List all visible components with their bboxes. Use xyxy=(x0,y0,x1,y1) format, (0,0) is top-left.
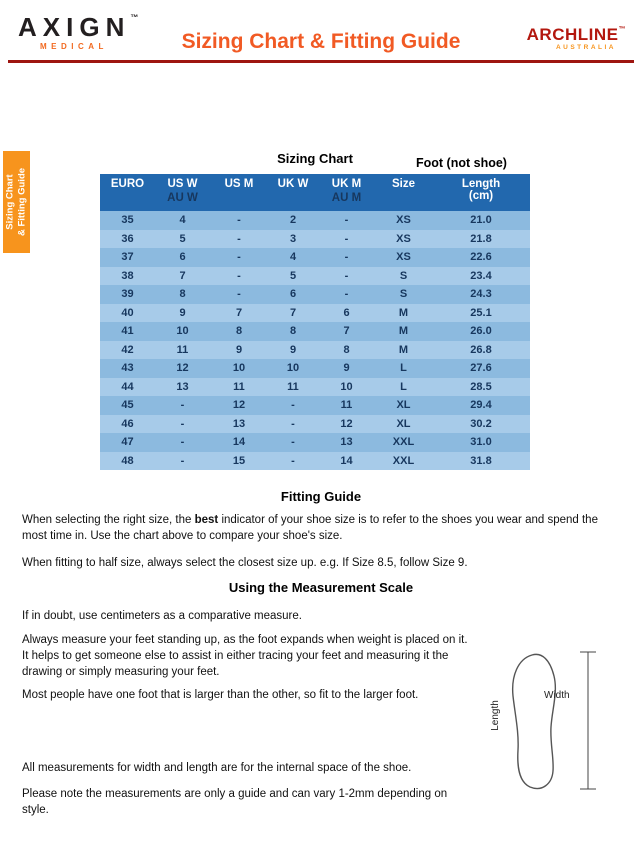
table-cell: XS xyxy=(375,230,432,249)
table-row xyxy=(100,211,530,230)
table-cell: 14 xyxy=(318,452,375,471)
axign-medical-label: MEDICAL xyxy=(40,42,108,51)
column-header-label: Size xyxy=(391,178,415,190)
table-cell: 25.1 xyxy=(432,304,530,323)
column-header-length xyxy=(432,174,530,211)
sizing-table-header xyxy=(100,174,530,211)
table-cell: 14 xyxy=(210,433,268,452)
table-cell: 6 xyxy=(155,248,210,267)
table-cell: 46 xyxy=(100,415,155,434)
table-cell: 24.3 xyxy=(432,285,530,304)
table-cell: 30.2 xyxy=(432,415,530,434)
fitting-guide-para-2: When fitting to half size, always select the closest size up. e.g. If Size 8.5, follow Size 9. xyxy=(22,557,468,569)
table-row xyxy=(100,341,530,360)
table-cell: 29.4 xyxy=(432,396,530,415)
table-cell: S xyxy=(375,267,432,286)
table-cell: - xyxy=(268,415,318,434)
table-row xyxy=(100,415,530,434)
table-cell: 35 xyxy=(100,211,155,230)
column-header-label: EURO xyxy=(110,178,145,190)
column-header-label: US W xyxy=(167,178,198,190)
table-cell: 10 xyxy=(155,322,210,341)
table-cell: 11 xyxy=(268,378,318,397)
side-tab-label-line2: & Fitting Guide xyxy=(16,167,28,237)
column-subheader-label: AU M xyxy=(331,192,362,204)
table-cell: 11 xyxy=(155,341,210,360)
sizing-table-grid xyxy=(100,174,530,470)
para-bold-text: best xyxy=(194,514,219,526)
table-cell: M xyxy=(375,304,432,323)
column-header-size xyxy=(375,174,432,211)
table-cell: 23.4 xyxy=(432,267,530,286)
table-cell: - xyxy=(155,433,210,452)
table-row xyxy=(100,452,530,471)
table-cell: - xyxy=(318,267,375,286)
trademark-symbol: ™ xyxy=(618,26,626,33)
table-row xyxy=(100,230,530,249)
table-cell: 36 xyxy=(100,230,155,249)
measurement-title: Using the Measurement Scale xyxy=(228,580,414,595)
length-label: Length xyxy=(489,700,501,731)
fitting-guide-para-1 xyxy=(22,512,626,544)
table-row xyxy=(100,378,530,397)
table-cell: XS xyxy=(375,248,432,267)
fitting-guide-title: Fitting Guide xyxy=(280,489,362,504)
table-cell: 7 xyxy=(318,322,375,341)
table-cell: 7 xyxy=(155,267,210,286)
para-text: When selecting the right size, the xyxy=(22,514,195,526)
table-cell: 4 xyxy=(155,211,210,230)
table-cell: 9 xyxy=(318,359,375,378)
axign-logo-text: AXIGN xyxy=(18,12,131,42)
table-cell: - xyxy=(210,230,268,249)
trademark-symbol: ™ xyxy=(130,13,139,22)
table-cell: 10 xyxy=(210,359,268,378)
table-row xyxy=(100,359,530,378)
table-cell: 26.0 xyxy=(432,322,530,341)
table-cell: L xyxy=(375,359,432,378)
column-header-label: UK W xyxy=(277,178,309,190)
column-header-uk-m xyxy=(318,174,375,211)
table-cell: 45 xyxy=(100,396,155,415)
table-cell: XL xyxy=(375,415,432,434)
table-cell: - xyxy=(318,248,375,267)
table-row xyxy=(100,285,530,304)
measurement-para-3: Most people have one foot that is larger than the other, so fit to the larger foot. xyxy=(22,689,419,701)
table-row xyxy=(100,433,530,452)
table-row xyxy=(100,304,530,323)
table-cell: 27.6 xyxy=(432,359,530,378)
table-cell: 43 xyxy=(100,359,155,378)
table-cell: M xyxy=(375,341,432,360)
table-cell: 9 xyxy=(268,341,318,360)
table-cell: 15 xyxy=(210,452,268,471)
measurement-para-2: Always measure your feet standing up, as the foot expands when weight is placed on it. It helps to get someone else to assist in either tracing your feet and measuring it the drawing or simply measuring your feet. xyxy=(22,634,468,679)
table-cell: XS xyxy=(375,211,432,230)
table-cell: 3 xyxy=(268,230,318,249)
table-cell: 37 xyxy=(100,248,155,267)
side-tab xyxy=(3,151,30,253)
measurement-para-5: Please note the measurements are only a guide and can vary 1-2mm depending on style. xyxy=(22,788,448,817)
page-title: Sizing Chart & Fitting Guide xyxy=(181,30,461,53)
table-row xyxy=(100,267,530,286)
sizing-table-body xyxy=(100,211,530,470)
table-cell: XXL xyxy=(375,433,432,452)
table-cell: - xyxy=(210,285,268,304)
column-subheader-label: AU W xyxy=(167,192,198,204)
para-text: indicator of your shoe size is to refer to the shoes you wear and spend the most time in. Use the chart above to compare your shoe's size. xyxy=(22,514,598,543)
column-header-us-w xyxy=(155,174,210,211)
table-cell: 44 xyxy=(100,378,155,397)
table-cell: 7 xyxy=(268,304,318,323)
table-cell: 13 xyxy=(210,415,268,434)
sizing-chart-title: Sizing Chart xyxy=(277,151,353,166)
archline-logo-text: ARCHLINE xyxy=(526,25,619,44)
table-cell: 11 xyxy=(210,378,268,397)
side-tab-label xyxy=(4,147,29,257)
table-cell: 26.8 xyxy=(432,341,530,360)
table-cell: - xyxy=(155,396,210,415)
table-row xyxy=(100,322,530,341)
table-cell: 39 xyxy=(100,285,155,304)
archline-logo xyxy=(527,26,626,51)
foot-not-shoe-label: Foot (not shoe) xyxy=(416,156,507,170)
table-cell: 21.8 xyxy=(432,230,530,249)
table-cell: 47 xyxy=(100,433,155,452)
table-cell: 8 xyxy=(318,341,375,360)
table-cell: 12 xyxy=(155,359,210,378)
table-cell: - xyxy=(318,285,375,304)
table-cell: 31.0 xyxy=(432,433,530,452)
measurement-para-1: If in doubt, use centimeters as a comparative measure. xyxy=(22,610,302,622)
table-row xyxy=(100,396,530,415)
table-cell: 22.6 xyxy=(432,248,530,267)
column-header-label: (cm) xyxy=(468,190,494,202)
table-cell: 4 xyxy=(268,248,318,267)
table-cell: M xyxy=(375,322,432,341)
archline-australia-label: AUSTRALIA xyxy=(555,44,616,51)
table-cell: - xyxy=(155,452,210,471)
table-cell: - xyxy=(155,415,210,434)
table-cell: - xyxy=(268,452,318,471)
table-cell: L xyxy=(375,378,432,397)
table-cell: S xyxy=(375,285,432,304)
table-cell: - xyxy=(318,211,375,230)
table-cell: 10 xyxy=(268,359,318,378)
table-cell: - xyxy=(210,248,268,267)
column-header-label: US M xyxy=(224,178,254,190)
table-cell: 9 xyxy=(210,341,268,360)
column-header-us-m xyxy=(210,174,268,211)
table-cell: 8 xyxy=(268,322,318,341)
table-cell: 38 xyxy=(100,267,155,286)
table-cell: 8 xyxy=(210,322,268,341)
foot-measurement-diagram xyxy=(489,648,602,793)
column-header-uk-w xyxy=(268,174,318,211)
table-cell: 5 xyxy=(268,267,318,286)
table-cell: 12 xyxy=(318,415,375,434)
table-cell: 2 xyxy=(268,211,318,230)
table-cell: 42 xyxy=(100,341,155,360)
table-cell: 6 xyxy=(318,304,375,323)
table-cell: 7 xyxy=(210,304,268,323)
table-cell: - xyxy=(268,396,318,415)
table-cell: 13 xyxy=(155,378,210,397)
table-cell: 13 xyxy=(318,433,375,452)
table-cell: 9 xyxy=(155,304,210,323)
header-divider xyxy=(8,60,634,63)
table-row xyxy=(100,248,530,267)
column-header-label: Length xyxy=(461,178,501,190)
table-cell: 48 xyxy=(100,452,155,471)
table-cell: 41 xyxy=(100,322,155,341)
foot-outline-icon xyxy=(489,648,602,793)
table-cell: 5 xyxy=(155,230,210,249)
table-cell: 31.8 xyxy=(432,452,530,471)
table-cell: XXL xyxy=(375,452,432,471)
table-cell: - xyxy=(318,230,375,249)
table-cell: 8 xyxy=(155,285,210,304)
table-cell: 11 xyxy=(318,396,375,415)
table-cell: 6 xyxy=(268,285,318,304)
table-cell: 10 xyxy=(318,378,375,397)
sizing-table xyxy=(100,174,530,470)
table-cell: - xyxy=(268,433,318,452)
archline-logo-name xyxy=(527,26,626,43)
table-cell: - xyxy=(210,211,268,230)
table-cell: 12 xyxy=(210,396,268,415)
measurement-para-4: All measurements for width and length are for the internal space of the shoe. xyxy=(22,762,412,774)
table-cell: XL xyxy=(375,396,432,415)
column-header-euro xyxy=(100,174,155,211)
table-cell: 21.0 xyxy=(432,211,530,230)
table-cell: 28.5 xyxy=(432,378,530,397)
table-cell: - xyxy=(210,267,268,286)
width-label: Width xyxy=(544,690,570,701)
table-cell: 40 xyxy=(100,304,155,323)
side-tab-label-line1: Sizing Chart xyxy=(4,174,16,230)
column-header-label: UK M xyxy=(331,178,362,190)
